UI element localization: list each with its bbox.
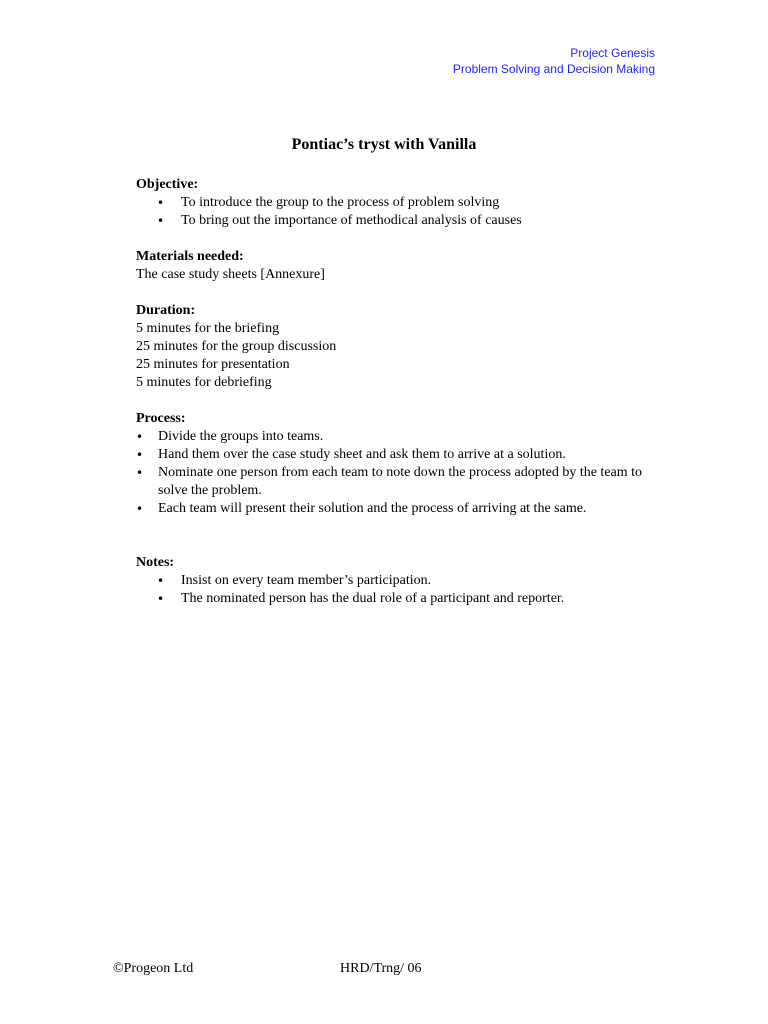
duration-line: 5 minutes for the briefing xyxy=(136,321,280,336)
header-module-name: Problem Solving and Decision Making xyxy=(452,62,655,76)
process-heading: Process: xyxy=(136,411,186,426)
notes-heading: Notes: xyxy=(136,555,175,570)
materials-heading: Materials needed: xyxy=(136,249,244,264)
bullet-icon: • xyxy=(157,592,165,606)
objective-section xyxy=(136,176,656,230)
bullet-icon: • xyxy=(136,448,144,462)
notes-list xyxy=(136,572,656,608)
process-step-text: Each team will present their solution and the process of arriving at the same. xyxy=(158,501,587,516)
process-section xyxy=(136,410,656,518)
bullet-icon: • xyxy=(157,214,165,228)
bullet-icon: • xyxy=(136,502,144,516)
objective-item-text: To introduce the group to the process of problem solving xyxy=(181,195,500,210)
document-title: Pontiac’s tryst with Vanilla xyxy=(291,136,477,153)
duration-heading: Duration: xyxy=(136,303,196,318)
footer-document-code: HRD/Trng/ 06 xyxy=(340,961,422,976)
objective-item xyxy=(136,212,656,230)
note-item-text: Insist on every team member’s participation. xyxy=(181,573,432,588)
objective-item-text: To bring out the importance of methodical analysis of causes xyxy=(181,213,522,228)
materials-section xyxy=(136,248,656,284)
note-item-text: The nominated person has the dual role of a participant and reporter. xyxy=(181,591,565,606)
bullet-icon: • xyxy=(136,466,144,480)
objective-heading: Objective: xyxy=(136,177,199,192)
header-project-name: Project Genesis xyxy=(570,46,655,60)
bullet-icon: • xyxy=(157,574,165,588)
duration-line: 5 minutes for debriefing xyxy=(136,375,272,390)
process-step-text: Nominate one person from each team to note down the process adopted by the team to solve the problem. xyxy=(158,465,643,498)
process-step xyxy=(136,446,656,464)
footer-copyright: ©Progeon Ltd xyxy=(113,961,194,976)
process-list xyxy=(136,428,656,518)
process-step-text: Divide the groups into teams. xyxy=(158,429,324,444)
notes-section xyxy=(136,554,656,608)
note-item xyxy=(136,572,656,590)
process-step xyxy=(136,428,656,446)
objective-item xyxy=(136,194,656,212)
note-item xyxy=(136,590,656,608)
process-step-text: Hand them over the case study sheet and ask them to arrive at a solution. xyxy=(158,447,566,462)
bullet-icon: • xyxy=(136,430,144,444)
duration-line: 25 minutes for presentation xyxy=(136,357,290,372)
document-body xyxy=(136,176,656,608)
objective-list xyxy=(136,194,656,230)
materials-text: The case study sheets [Annexure] xyxy=(136,267,325,282)
bullet-icon: • xyxy=(157,196,165,210)
duration-section xyxy=(136,302,656,392)
page-header xyxy=(453,45,655,77)
process-step xyxy=(136,500,656,518)
process-step xyxy=(136,464,656,500)
duration-line: 25 minutes for the group discussion xyxy=(136,339,337,354)
